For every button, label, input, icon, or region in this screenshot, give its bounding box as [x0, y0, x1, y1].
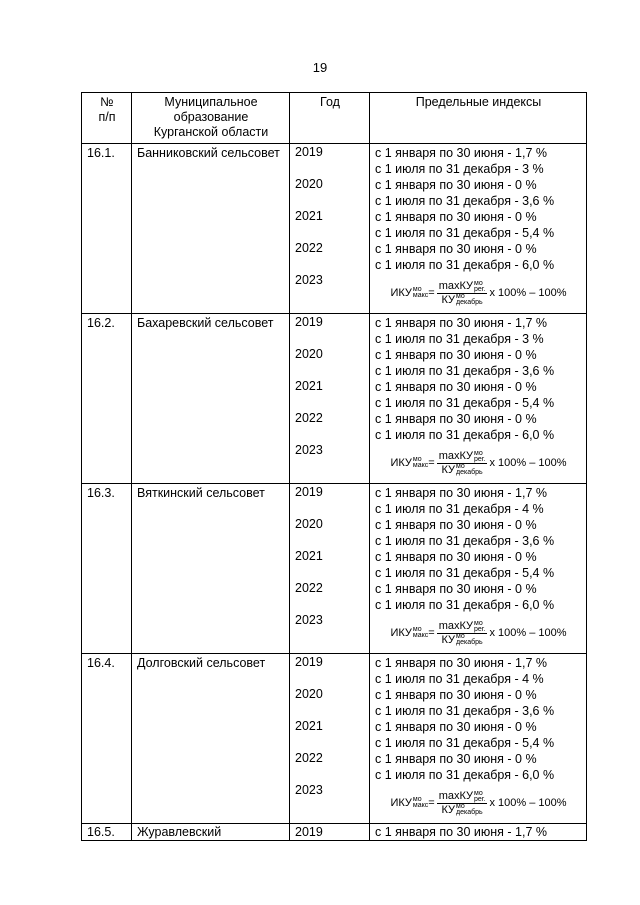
limit-index-formula [375, 443, 582, 483]
index-line: с 1 января по 30 июня - 1,7 % [375, 146, 547, 160]
formula-lhs-symbol: ИКУ [390, 456, 412, 469]
formula-fraction [437, 450, 488, 475]
index-line: с 1 января по 30 июня - 1,7 % [375, 656, 547, 670]
formula-lhs-sub: макс [412, 461, 429, 469]
indices-cell [370, 314, 587, 484]
index-pair [375, 719, 582, 751]
index-line: с 1 января по 30 июня - 0 % [375, 688, 537, 702]
year-value: 2020 [295, 177, 323, 191]
years-cell [290, 314, 370, 484]
formula-num-symbol: maxКУ [438, 790, 474, 803]
index-pair [375, 315, 582, 347]
formula-lhs [390, 796, 428, 811]
formula-lhs-indices [413, 627, 428, 639]
year-value: 2019 [295, 485, 323, 499]
index-line: с 1 июля по 31 декабря - 6,0 % [375, 428, 555, 442]
index-line: с 1 января по 30 июня - 0 % [375, 210, 537, 224]
year-value: 2021 [295, 209, 323, 223]
index-pair [375, 379, 582, 411]
formula-den-symbol: КУ [441, 803, 456, 816]
formula-equals: = [428, 626, 435, 639]
formula-num-symbol: maxКУ [438, 450, 474, 463]
formula-num-sup: мо [474, 789, 483, 797]
formula-fraction [437, 620, 488, 645]
formula-denominator [439, 804, 484, 816]
year-value: 2019 [295, 315, 323, 329]
year-value: 2020 [295, 347, 323, 361]
index-line: с 1 июля по 31 декабря - 3 % [375, 162, 544, 176]
formula-lhs-indices [413, 797, 428, 809]
row-number: 16.5. [82, 824, 132, 841]
header-municipality: Муниципальное образование Курганской области [132, 93, 290, 144]
formula-lhs-indices [413, 457, 428, 469]
year-value: 2020 [295, 687, 323, 701]
year-value: 2022 [295, 241, 323, 255]
formula-num-sub: рег. [474, 455, 486, 463]
year-value: 2019 [295, 145, 323, 159]
formula-den-symbol: КУ [441, 633, 456, 646]
municipality-name: Бахаревский сельсовет [132, 314, 290, 484]
index-pair [375, 549, 582, 581]
index-pair [375, 485, 582, 517]
index-line: с 1 июля по 31 декабря - 6,0 % [375, 598, 555, 612]
index-line: с 1 января по 30 июня - 0 % [375, 752, 537, 766]
limit-indices-table [81, 92, 587, 841]
index-line: с 1 января по 30 июня - 1,7 % [375, 316, 547, 330]
index-line: с 1 июля по 31 декабря - 5,4 % [375, 396, 555, 410]
formula-equals: = [428, 456, 435, 469]
formula-num-sub: рег. [474, 285, 486, 293]
year-value: 2022 [295, 581, 323, 595]
index-pair [375, 655, 582, 687]
formula-tail: x 100% – 100% [489, 626, 567, 639]
index-line: с 1 января по 30 июня - 0 % [375, 242, 537, 256]
index-pair [375, 241, 582, 273]
formula-den-sup: мо [456, 292, 465, 300]
table-row-partial [82, 824, 587, 841]
formula-lhs [390, 456, 428, 471]
index-line: с 1 июля по 31 декабря - 3,6 % [375, 364, 555, 378]
formula-equals: = [428, 286, 435, 299]
year-value: 2021 [295, 379, 323, 393]
indices-cell [370, 144, 587, 314]
formula-den-sub: декабрь [456, 808, 483, 816]
page-number: 19 [312, 60, 328, 75]
formula-num-symbol: maxКУ [438, 620, 474, 633]
header-num: № п/п [82, 93, 132, 144]
table-row [82, 654, 587, 824]
formula-den-sub: декабрь [456, 468, 483, 476]
formula-num-sub: рег. [474, 625, 486, 633]
formula-tail: x 100% – 100% [489, 286, 567, 299]
municipality-name: Вяткинский сельсовет [132, 484, 290, 654]
table-row [82, 484, 587, 654]
index-pair [375, 347, 582, 379]
years-cell [290, 144, 370, 314]
formula-den-symbol: КУ [441, 293, 456, 306]
formula-lhs-sup: мо [412, 455, 422, 463]
formula-num-sub: рег. [474, 795, 486, 803]
municipality-name: Журавлевский [132, 824, 290, 841]
index-line: с 1 июля по 31 декабря - 3 % [375, 332, 544, 346]
year-value: 2022 [295, 411, 323, 425]
index-line: с 1 января по 30 июня - 0 % [375, 380, 537, 394]
year-value: 2022 [295, 751, 323, 765]
formula-lhs-sub: макс [412, 631, 429, 639]
municipality-name: Банниковский сельсовет [132, 144, 290, 314]
formula-den-sub: декабрь [456, 638, 483, 646]
year-value: 2023 [295, 443, 323, 457]
formula-denominator [439, 634, 484, 646]
index-line: с 1 января по 30 июня - 1,7 % [370, 824, 587, 841]
formula-lhs-sup: мо [412, 625, 422, 633]
formula-lhs-symbol: ИКУ [390, 626, 412, 639]
index-line: с 1 июля по 31 декабря - 3,6 % [375, 704, 555, 718]
formula-num-sup: мо [474, 279, 483, 287]
formula-num-indices [474, 451, 485, 463]
formula-lhs-symbol: ИКУ [390, 286, 412, 299]
formula-tail: x 100% – 100% [489, 796, 567, 809]
year-value: 2020 [295, 517, 323, 531]
years-cell [290, 654, 370, 824]
limit-index-formula [375, 613, 582, 653]
table-row [82, 314, 587, 484]
year-value: 2023 [295, 273, 323, 287]
formula-lhs-sup: мо [412, 795, 422, 803]
formula-den-indices [456, 464, 483, 476]
year-value: 2019 [295, 655, 323, 669]
formula-num-symbol: maxКУ [438, 280, 474, 293]
years-cell [290, 484, 370, 654]
index-line: с 1 января по 30 июня - 1,7 % [375, 486, 547, 500]
row-number: 16.3. [82, 484, 132, 654]
index-pair [375, 581, 582, 613]
formula-num-indices [474, 281, 485, 293]
index-line: с 1 января по 30 июня - 0 % [375, 518, 537, 532]
formula-den-sup: мо [456, 802, 465, 810]
formula-numerator [437, 450, 488, 463]
formula-fraction [437, 790, 488, 815]
formula-lhs [390, 626, 428, 641]
formula-tail: x 100% – 100% [489, 456, 567, 469]
index-line: с 1 июля по 31 декабря - 5,4 % [375, 736, 555, 750]
header-year: Год [290, 93, 370, 144]
formula-den-indices [456, 634, 483, 646]
formula-num-indices [474, 621, 485, 633]
index-line: с 1 июля по 31 декабря - 5,4 % [375, 566, 555, 580]
formula-lhs-sub: макс [412, 801, 429, 809]
index-line: с 1 января по 30 июня - 0 % [375, 178, 537, 192]
year-value: 2023 [295, 783, 323, 797]
formula-lhs [390, 286, 428, 301]
year-value: 2019 [290, 824, 370, 841]
formula-num-indices [474, 791, 485, 803]
index-line: с 1 июля по 31 декабря - 3,6 % [375, 534, 555, 548]
formula-den-sup: мо [456, 632, 465, 640]
formula-denominator [439, 464, 484, 476]
table-header-row [82, 93, 587, 144]
index-pair [375, 145, 582, 177]
index-line: с 1 июля по 31 декабря - 5,4 % [375, 226, 555, 240]
row-number: 16.2. [82, 314, 132, 484]
formula-numerator [437, 280, 488, 293]
year-value: 2021 [295, 549, 323, 563]
formula-den-indices [456, 294, 483, 306]
limit-index-formula [375, 783, 582, 823]
index-line: с 1 января по 30 июня - 0 % [375, 348, 537, 362]
header-indices: Предельные индексы [370, 93, 587, 144]
index-line: с 1 января по 30 июня - 0 % [375, 412, 537, 426]
index-line: с 1 января по 30 июня - 0 % [375, 582, 537, 596]
formula-num-sup: мо [474, 449, 483, 457]
formula-numerator [437, 620, 488, 633]
row-number: 16.1. [82, 144, 132, 314]
municipality-name: Долговский сельсовет [132, 654, 290, 824]
indices-cell [370, 654, 587, 824]
index-line: с 1 июля по 31 декабря - 3,6 % [375, 194, 555, 208]
index-pair [375, 751, 582, 783]
formula-den-sub: декабрь [456, 298, 483, 306]
formula-den-sup: мо [456, 462, 465, 470]
index-pair [375, 177, 582, 209]
formula-fraction [437, 280, 488, 305]
formula-num-sup: мо [474, 619, 483, 627]
formula-lhs-symbol: ИКУ [390, 796, 412, 809]
index-pair [375, 687, 582, 719]
index-pair [375, 517, 582, 549]
index-line: с 1 июля по 31 декабря - 4 % [375, 672, 544, 686]
year-value: 2021 [295, 719, 323, 733]
index-line: с 1 июля по 31 декабря - 6,0 % [375, 258, 555, 272]
table-row [82, 144, 587, 314]
row-number: 16.4. [82, 654, 132, 824]
formula-lhs-sub: макс [412, 291, 429, 299]
index-pair [375, 411, 582, 443]
indices-cell [370, 484, 587, 654]
index-line: с 1 июля по 31 декабря - 6,0 % [375, 768, 555, 782]
formula-lhs-sup: мо [412, 285, 422, 293]
formula-den-indices [456, 804, 483, 816]
year-value: 2023 [295, 613, 323, 627]
index-line: с 1 января по 30 июня - 0 % [375, 720, 537, 734]
index-pair [375, 209, 582, 241]
index-line: с 1 января по 30 июня - 0 % [375, 550, 537, 564]
formula-numerator [437, 790, 488, 803]
limit-index-formula [375, 273, 582, 313]
formula-lhs-indices [413, 287, 428, 299]
formula-denominator [439, 294, 484, 306]
index-line: с 1 июля по 31 декабря - 4 % [375, 502, 544, 516]
formula-equals: = [428, 796, 435, 809]
formula-den-symbol: КУ [441, 463, 456, 476]
